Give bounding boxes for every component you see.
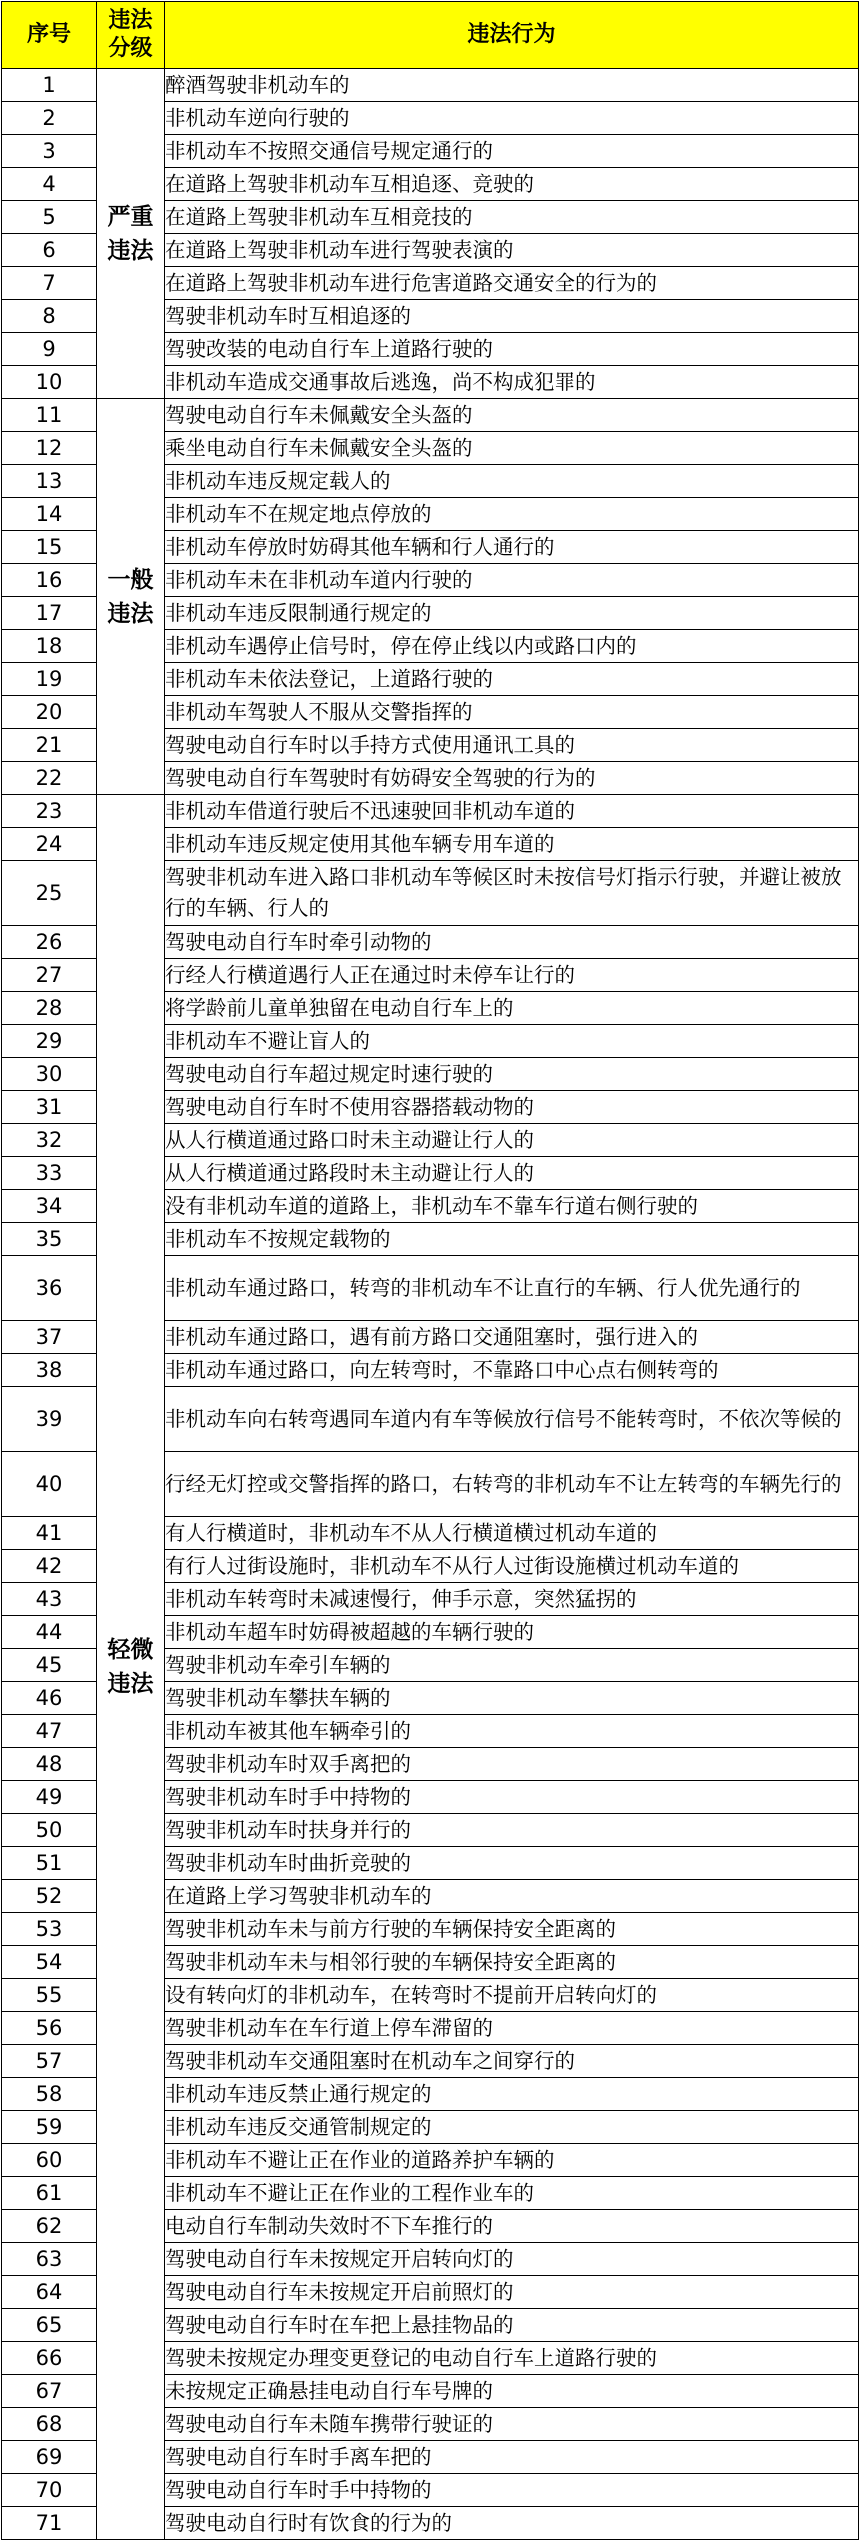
row-number: 17 [2, 597, 97, 630]
row-behavior: 行经无灯控或交警指挥的路口，右转弯的非机动车不让左转弯的车辆先行的 [165, 1452, 859, 1517]
row-behavior: 驾驶电动自行时有饮食的行为的 [165, 2507, 859, 2540]
row-behavior: 非机动车超车时妨碍被超越的车辆行驶的 [165, 1616, 859, 1649]
row-behavior: 驾驶非机动车交通阻塞时在机动车之间穿行的 [165, 2045, 859, 2078]
row-behavior: 驾驶电动自行车时手中持物的 [165, 2474, 859, 2507]
row-number: 53 [2, 1913, 97, 1946]
row-behavior: 非机动车造成交通事故后逃逸，尚不构成犯罪的 [165, 366, 859, 399]
row-number: 60 [2, 2144, 97, 2177]
row-number: 56 [2, 2012, 97, 2045]
row-behavior: 电动自行车制动失效时不下车推行的 [165, 2210, 859, 2243]
row-number: 38 [2, 1354, 97, 1387]
row-number: 11 [2, 399, 97, 432]
violations-table [1, 1, 859, 2540]
header-row [2, 2, 859, 69]
row-number: 64 [2, 2276, 97, 2309]
row-behavior: 非机动车停放时妨碍其他车辆和行人通行的 [165, 531, 859, 564]
row-behavior: 非机动车向右转弯遇同车道内有车等候放行信号不能转弯时，不依次等候的 [165, 1387, 859, 1452]
row-number: 68 [2, 2408, 97, 2441]
row-number: 1 [2, 69, 97, 102]
header-level-line2: 分级 [108, 36, 153, 61]
row-behavior: 驾驶电动自行车时手离车把的 [165, 2441, 859, 2474]
row-number: 29 [2, 1025, 97, 1058]
row-behavior: 驾驶非机动车在车行道上停车滞留的 [165, 2012, 859, 2045]
row-number: 27 [2, 959, 97, 992]
row-behavior: 非机动车违反规定载人的 [165, 465, 859, 498]
row-number: 35 [2, 1223, 97, 1256]
row-number: 45 [2, 1649, 97, 1682]
row-behavior: 驾驶电动自行车未佩戴安全头盔的 [165, 399, 859, 432]
row-behavior: 非机动车未依法登记，上道路行驶的 [165, 663, 859, 696]
row-behavior: 非机动车通过路口，向左转弯时，不靠路口中心点右侧转弯的 [165, 1354, 859, 1387]
row-behavior: 非机动车不避让正在作业的工程作业车的 [165, 2177, 859, 2210]
level-cell [97, 795, 165, 2540]
row-behavior: 非机动车不避让盲人的 [165, 1025, 859, 1058]
row-number: 46 [2, 1682, 97, 1715]
row-number: 58 [2, 2078, 97, 2111]
row-number: 28 [2, 992, 97, 1025]
row-behavior: 驾驶非机动车攀扶车辆的 [165, 1682, 859, 1715]
row-behavior: 在道路上驾驶非机动车进行危害道路交通安全的行为的 [165, 267, 859, 300]
row-behavior: 行经人行横道遇行人正在通过时未停车让行的 [165, 959, 859, 992]
row-number: 44 [2, 1616, 97, 1649]
header-behavior: 违法行为 [165, 2, 859, 69]
row-behavior: 驾驶电动自行车未随车携带行驶证的 [165, 2408, 859, 2441]
header-no: 序号 [2, 2, 97, 69]
row-behavior: 非机动车通过路口，转弯的非机动车不让直行的车辆、行人优先通行的 [165, 1256, 859, 1321]
row-behavior: 驾驶电动自行车未按规定开启前照灯的 [165, 2276, 859, 2309]
row-number: 34 [2, 1190, 97, 1223]
level-line1: 轻微 [107, 1637, 154, 1663]
level-line2: 违法 [107, 600, 154, 627]
row-number: 59 [2, 2111, 97, 2144]
row-behavior: 非机动车不在规定地点停放的 [165, 498, 859, 531]
row-behavior: 驾驶电动自行车时以手持方式使用通讯工具的 [165, 729, 859, 762]
row-behavior: 非机动车借道行驶后不迅速驶回非机动车道的 [165, 795, 859, 828]
row-number: 42 [2, 1550, 97, 1583]
row-number: 33 [2, 1157, 97, 1190]
level-cell [97, 399, 165, 795]
row-number: 8 [2, 300, 97, 333]
row-number: 7 [2, 267, 97, 300]
row-behavior: 在道路上学习驾驶非机动车的 [165, 1880, 859, 1913]
row-number: 10 [2, 366, 97, 399]
row-behavior: 非机动车违反限制通行规定的 [165, 597, 859, 630]
row-number: 5 [2, 201, 97, 234]
row-number: 55 [2, 1979, 97, 2012]
row-behavior: 没有非机动车道的道路上，非机动车不靠车行道右侧行驶的 [165, 1190, 859, 1223]
row-behavior: 设有转向灯的非机动车，在转弯时不提前开启转向灯的 [165, 1979, 859, 2012]
row-number: 54 [2, 1946, 97, 1979]
row-behavior: 驾驶改装的电动自行车上道路行驶的 [165, 333, 859, 366]
row-behavior: 驾驶未按规定办理变更登记的电动自行车上道路行驶的 [165, 2342, 859, 2375]
row-number: 32 [2, 1124, 97, 1157]
row-number: 65 [2, 2309, 97, 2342]
table-row [2, 399, 859, 432]
row-behavior: 驾驶电动自行车时不使用容器搭载动物的 [165, 1091, 859, 1124]
row-number: 69 [2, 2441, 97, 2474]
row-number: 57 [2, 2045, 97, 2078]
header-level [97, 2, 165, 69]
row-number: 31 [2, 1091, 97, 1124]
row-behavior: 非机动车违反交通管制规定的 [165, 2111, 859, 2144]
row-number: 12 [2, 432, 97, 465]
row-behavior: 有行人过街设施时，非机动车不从行人过街设施横过机动车道的 [165, 1550, 859, 1583]
row-behavior: 在道路上驾驶非机动车进行驾驶表演的 [165, 234, 859, 267]
row-number: 13 [2, 465, 97, 498]
row-number: 2 [2, 102, 97, 135]
row-behavior: 在道路上驾驶非机动车互相竞技的 [165, 201, 859, 234]
row-number: 70 [2, 2474, 97, 2507]
row-number: 62 [2, 2210, 97, 2243]
row-number: 21 [2, 729, 97, 762]
row-number: 37 [2, 1321, 97, 1354]
row-behavior: 非机动车转弯时未减速慢行，伸手示意，突然猛拐的 [165, 1583, 859, 1616]
row-behavior: 在道路上驾驶非机动车互相追逐、竞驶的 [165, 168, 859, 201]
row-behavior: 非机动车不按照交通信号规定通行的 [165, 135, 859, 168]
row-number: 51 [2, 1847, 97, 1880]
row-behavior: 驾驶非机动车时曲折竞驶的 [165, 1847, 859, 1880]
row-number: 40 [2, 1452, 97, 1517]
row-behavior: 未按规定正确悬挂电动自行车号牌的 [165, 2375, 859, 2408]
level-cell [97, 69, 165, 399]
row-behavior: 驾驶非机动车牵引车辆的 [165, 1649, 859, 1682]
row-number: 52 [2, 1880, 97, 1913]
row-number: 22 [2, 762, 97, 795]
table-row [2, 795, 859, 828]
row-behavior: 驾驶非机动车时扶身并行的 [165, 1814, 859, 1847]
row-number: 36 [2, 1256, 97, 1321]
row-number: 15 [2, 531, 97, 564]
level-line1: 严重 [107, 203, 154, 230]
row-behavior: 非机动车违反禁止通行规定的 [165, 2078, 859, 2111]
row-behavior: 驾驶非机动车未与前方行驶的车辆保持安全距离的 [165, 1913, 859, 1946]
row-behavior: 驾驶非机动车时互相追逐的 [165, 300, 859, 333]
row-behavior: 非机动车未在非机动车道内行驶的 [165, 564, 859, 597]
row-number: 3 [2, 135, 97, 168]
level-line1: 一般 [107, 566, 154, 593]
row-number: 4 [2, 168, 97, 201]
row-behavior: 从人行横道通过路段时未主动避让行人的 [165, 1157, 859, 1190]
row-number: 20 [2, 696, 97, 729]
row-behavior: 将学龄前儿童单独留在电动自行车上的 [165, 992, 859, 1025]
row-behavior: 驾驶非机动车时手中持物的 [165, 1781, 859, 1814]
row-behavior: 乘坐电动自行车未佩戴安全头盔的 [165, 432, 859, 465]
row-number: 43 [2, 1583, 97, 1616]
row-behavior: 非机动车被其他车辆牵引的 [165, 1715, 859, 1748]
row-behavior: 驾驶电动自行车时在车把上悬挂物品的 [165, 2309, 859, 2342]
row-number: 26 [2, 926, 97, 959]
row-behavior: 非机动车逆向行驶的 [165, 102, 859, 135]
row-behavior: 从人行横道通过路口时未主动避让行人的 [165, 1124, 859, 1157]
level-line2: 违法 [107, 237, 154, 264]
row-number: 71 [2, 2507, 97, 2540]
row-number: 14 [2, 498, 97, 531]
row-number: 47 [2, 1715, 97, 1748]
row-number: 61 [2, 2177, 97, 2210]
row-number: 63 [2, 2243, 97, 2276]
row-behavior: 非机动车驾驶人不服从交警指挥的 [165, 696, 859, 729]
table-body [2, 69, 859, 2540]
row-behavior: 驾驶电动自行车时牵引动物的 [165, 926, 859, 959]
row-behavior: 非机动车遇停止信号时，停在停止线以内或路口内的 [165, 630, 859, 663]
row-number: 66 [2, 2342, 97, 2375]
row-number: 50 [2, 1814, 97, 1847]
row-behavior: 驾驶非机动车未与相邻行驶的车辆保持安全距离的 [165, 1946, 859, 1979]
row-number: 18 [2, 630, 97, 663]
row-behavior: 驾驶非机动车时双手离把的 [165, 1748, 859, 1781]
row-behavior: 驾驶电动自行车未按规定开启转向灯的 [165, 2243, 859, 2276]
row-number: 23 [2, 795, 97, 828]
row-behavior: 非机动车违反规定使用其他车辆专用车道的 [165, 828, 859, 861]
row-number: 16 [2, 564, 97, 597]
row-number: 25 [2, 861, 97, 926]
row-number: 24 [2, 828, 97, 861]
row-behavior: 非机动车不避让正在作业的道路养护车辆的 [165, 2144, 859, 2177]
row-number: 41 [2, 1517, 97, 1550]
row-behavior: 驾驶非机动车进入路口非机动车等候区时未按信号灯指示行驶，并避让被放行的车辆、行人的 [165, 861, 859, 926]
table-row [2, 69, 859, 102]
row-number: 39 [2, 1387, 97, 1452]
row-behavior: 有人行横道时，非机动车不从人行横道横过机动车道的 [165, 1517, 859, 1550]
level-line2: 违法 [107, 1671, 154, 1697]
header-level-line1: 违法 [108, 8, 153, 33]
row-number: 48 [2, 1748, 97, 1781]
row-number: 19 [2, 663, 97, 696]
row-number: 67 [2, 2375, 97, 2408]
row-number: 49 [2, 1781, 97, 1814]
row-behavior: 醉酒驾驶非机动车的 [165, 69, 859, 102]
row-number: 6 [2, 234, 97, 267]
row-behavior: 驾驶电动自行车超过规定时速行驶的 [165, 1058, 859, 1091]
row-behavior: 驾驶电动自行车驾驶时有妨碍安全驾驶的行为的 [165, 762, 859, 795]
row-number: 9 [2, 333, 97, 366]
row-behavior: 非机动车不按规定载物的 [165, 1223, 859, 1256]
row-number: 30 [2, 1058, 97, 1091]
row-behavior: 非机动车通过路口，遇有前方路口交通阻塞时，强行进入的 [165, 1321, 859, 1354]
